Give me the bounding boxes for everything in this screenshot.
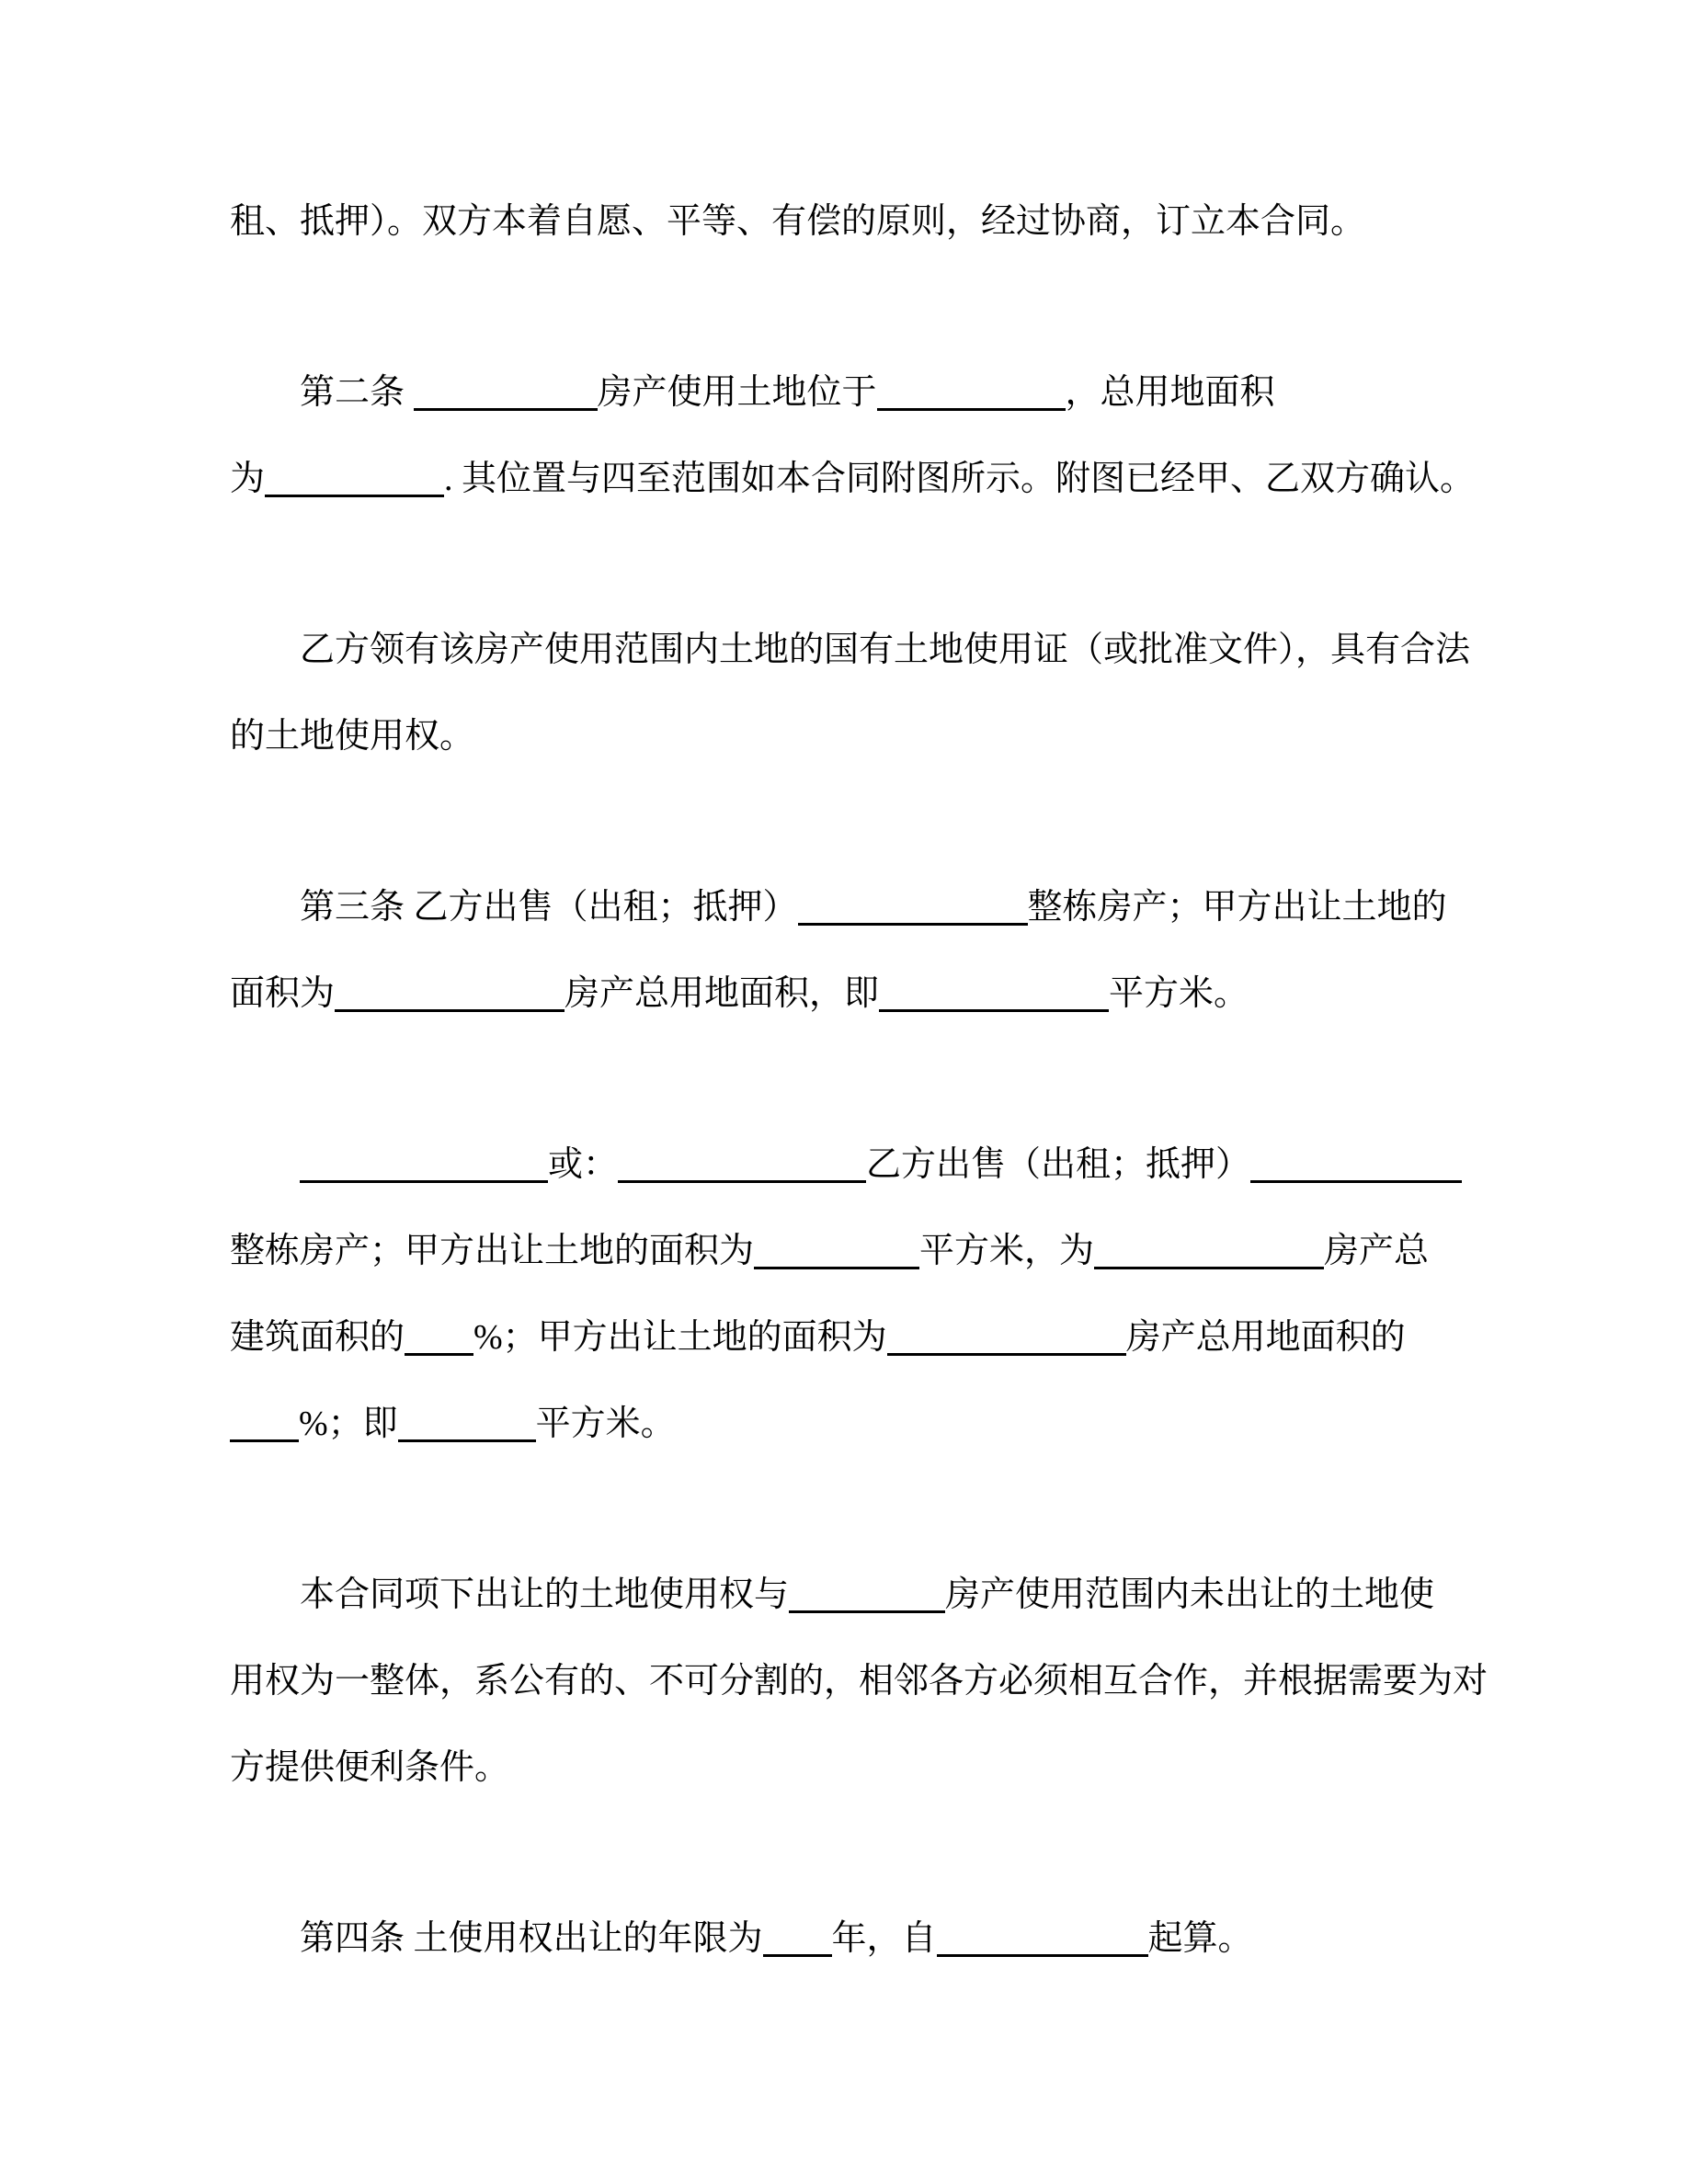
paragraph [230,178,1477,265]
text-line [230,1638,1488,1724]
text-run: %；甲方出让土地的面积为 [473,1318,887,1357]
text-run: 整栋房产；甲方出让土地的 [1027,888,1447,927]
text-run: 第四条 土使用权出让的年限为 [300,1919,763,1958]
text-run: 整栋房产；甲方出让土地的面积为 [230,1232,755,1270]
text-line [230,864,1477,950]
text-run: 房产总用地面积的 [1125,1318,1406,1357]
text-line [230,1724,1477,1811]
text-run: . 其位置与四至范围如本合同附图所示。附图已经甲、乙双方确认。 [444,460,1476,498]
text-line [230,1121,1477,1208]
fill-in-blank [230,1439,299,1442]
fill-in-blank [1250,1179,1462,1183]
text-run: 起算。 [1147,1919,1253,1958]
fill-in-blank [754,1266,919,1269]
fill-in-blank [618,1179,866,1183]
text-run: 建筑面积的 [230,1318,405,1357]
text-line [230,607,1477,693]
text-line [230,1895,1477,1982]
text-line [230,178,1477,265]
fill-in-blank [877,407,1066,411]
text-run: 的土地使用权。 [230,717,475,756]
fill-in-blank [789,1610,945,1613]
paragraph [230,864,1477,1037]
fill-in-blank [887,1352,1126,1356]
text-run: 租、抵押）。双方本着自愿、平等、有偿的原则，经过协商，订立本合同。 [230,202,1366,241]
text-run: 平方米。 [535,1405,676,1443]
text-line [230,693,1477,779]
text-line [230,1294,1477,1381]
text-run: 本合同项下出让的土地使用权与 [300,1575,790,1614]
text-run: 平方米，为 [919,1232,1095,1270]
text-line [230,1381,1477,1467]
fill-in-blank [1094,1266,1324,1269]
text-run: 年，自 [831,1919,937,1958]
text-line [230,436,1477,522]
text-run: %；即 [299,1405,398,1443]
text-run: 方提供便利条件。 [230,1748,510,1787]
text-run: 房产总用地面积，即 [565,974,880,1013]
fill-in-blank [763,1953,832,1957]
paragraph [230,1121,1477,1467]
paragraph [230,349,1477,522]
text-run: 房产使用土地位于 [597,373,877,412]
paragraph [230,1552,1488,1811]
fill-in-blank [300,1179,548,1183]
text-run: 为 [230,460,266,498]
text-run: 房产总 [1324,1232,1430,1270]
fill-in-blank [879,1008,1109,1012]
text-run: ，总用地面积 [1065,373,1275,412]
fill-in-blank [335,1008,565,1012]
paragraph [230,1895,1477,1982]
fill-in-blank [405,1352,473,1356]
text-line [230,1552,1477,1638]
text-run: 平方米。 [1109,974,1249,1013]
fill-in-blank [937,1953,1148,1957]
paragraph [230,607,1477,779]
text-run: 乙方出售（出租；抵押） [866,1145,1251,1184]
fill-in-blank [265,494,444,497]
text-run: 第三条 乙方出售（出租；抵押） [300,888,798,927]
fill-in-blank [414,407,598,411]
text-run: 面积为 [230,974,336,1013]
text-line [230,1208,1477,1294]
text-run: 或： [548,1145,619,1184]
text-run: 第二条 [300,373,414,412]
fill-in-blank [798,922,1028,926]
text-line [230,349,1477,436]
text-run: 房产使用范围内未出让的土地使 [945,1575,1435,1614]
text-run: 乙方领有该房产使用范围内土地的国有土地使用证（或批准文件），具有合法 [300,631,1471,669]
fill-in-blank [398,1439,536,1442]
text-run: 用权为一整体，系公有的、不可分割的，相邻各方必须相互合作，并根据需要为对 [230,1662,1488,1701]
text-line [230,950,1477,1037]
